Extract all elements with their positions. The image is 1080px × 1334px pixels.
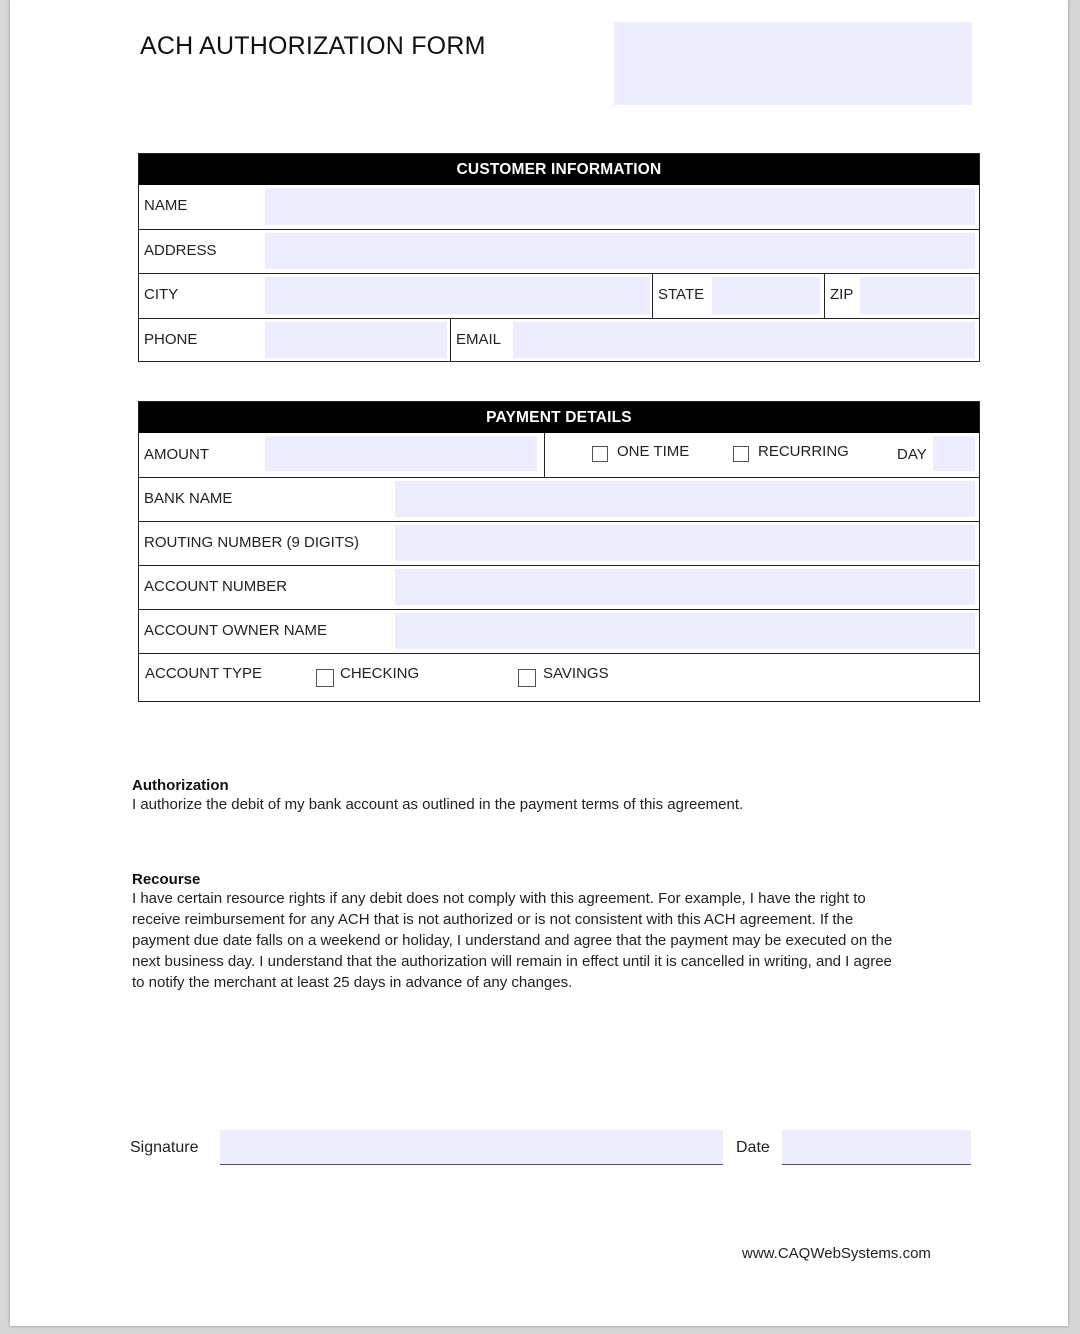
date-field[interactable] [782, 1130, 971, 1165]
routing-number-label: ROUTING NUMBER (9 DIGITS) [144, 534, 360, 551]
routing-number-row [139, 521, 979, 565]
day-field[interactable] [933, 436, 975, 471]
account-number-field[interactable] [395, 569, 975, 605]
bank-name-label: BANK NAME [144, 490, 233, 507]
phone-label: PHONE [144, 331, 198, 348]
address-row [139, 229, 979, 273]
recurring-label: RECURRING [758, 443, 849, 460]
name-field[interactable] [265, 188, 975, 225]
email-cell [450, 319, 979, 362]
one-time-label: ONE TIME [617, 443, 690, 460]
account-owner-label: ACCOUNT OWNER NAME [144, 622, 328, 639]
state-field[interactable] [712, 277, 820, 314]
bank-name-row [139, 477, 979, 521]
account-owner-row [139, 609, 979, 653]
amount-label: AMOUNT [144, 446, 209, 463]
footer-website: www.CAQWebSystems.com [742, 1245, 931, 1262]
recourse-title: Recourse [132, 871, 201, 888]
payment-details-section [138, 401, 980, 702]
frequency-cell [544, 433, 979, 477]
account-type-label: ACCOUNT TYPE [145, 665, 262, 682]
phone-field[interactable] [265, 322, 447, 358]
signature-label: Signature [130, 1139, 199, 1156]
customer-information-section [138, 153, 980, 362]
checking-checkbox[interactable] [316, 669, 334, 687]
recurring-checkbox[interactable] [733, 446, 749, 462]
signature-field[interactable] [220, 1130, 723, 1165]
state-label: STATE [658, 286, 705, 303]
city-label: CITY [144, 286, 179, 303]
amount-row [139, 433, 979, 477]
routing-number-field[interactable] [395, 525, 975, 561]
logo-placeholder-field[interactable] [614, 22, 972, 105]
day-label: DAY [897, 446, 927, 463]
customer-information-header: CUSTOMER INFORMATION [139, 154, 979, 185]
savings-checkbox[interactable] [518, 669, 536, 687]
recourse-line: payment due date falls on a weekend or holiday, I understand and agree that the payment may be executed on the [132, 932, 893, 949]
zip-cell [824, 274, 979, 318]
account-owner-field[interactable] [395, 613, 975, 649]
recourse-line: to notify the merchant at least 25 days in advance of any changes. [132, 974, 573, 991]
address-field[interactable] [265, 233, 975, 269]
name-label: NAME [144, 197, 188, 214]
email-label: EMAIL [456, 331, 502, 348]
one-time-checkbox[interactable] [592, 446, 608, 462]
state-cell [652, 274, 824, 318]
payment-details-header: PAYMENT DETAILS [139, 402, 979, 433]
name-row [139, 185, 979, 229]
city-field[interactable] [265, 277, 650, 314]
city-state-zip-row [139, 273, 979, 318]
account-number-row [139, 565, 979, 609]
recourse-block [132, 871, 1012, 993]
address-label: ADDRESS [144, 242, 217, 259]
amount-field[interactable] [265, 436, 537, 471]
phone-email-row [139, 318, 979, 362]
savings-label: SAVINGS [543, 665, 609, 682]
authorization-block [132, 777, 743, 815]
zip-field[interactable] [860, 277, 975, 314]
email-field[interactable] [513, 322, 975, 358]
recourse-line: I have certain resource rights if any debit does not comply with this agreement. For example, I have the right to [132, 890, 866, 907]
recourse-line: receive reimbursement for any ACH that is not authorized or is not consistent with this ACH agreement. If the [132, 911, 854, 928]
bank-name-field[interactable] [395, 481, 975, 517]
authorization-title: Authorization [132, 777, 229, 794]
account-type-row [139, 653, 979, 699]
authorization-text: I authorize the debit of my bank account as outlined in the payment terms of this agreement. [132, 796, 744, 813]
form-page [10, 0, 1068, 1326]
account-number-label: ACCOUNT NUMBER [144, 578, 288, 595]
checking-label: CHECKING [340, 665, 420, 682]
zip-label: ZIP [830, 286, 854, 303]
form-title: ACH AUTHORIZATION FORM [140, 32, 486, 60]
date-label: Date [736, 1139, 770, 1156]
recourse-line: next business day. I understand that the authorization will remain in effect until it is cancelled in writing, and I agree [132, 953, 892, 970]
